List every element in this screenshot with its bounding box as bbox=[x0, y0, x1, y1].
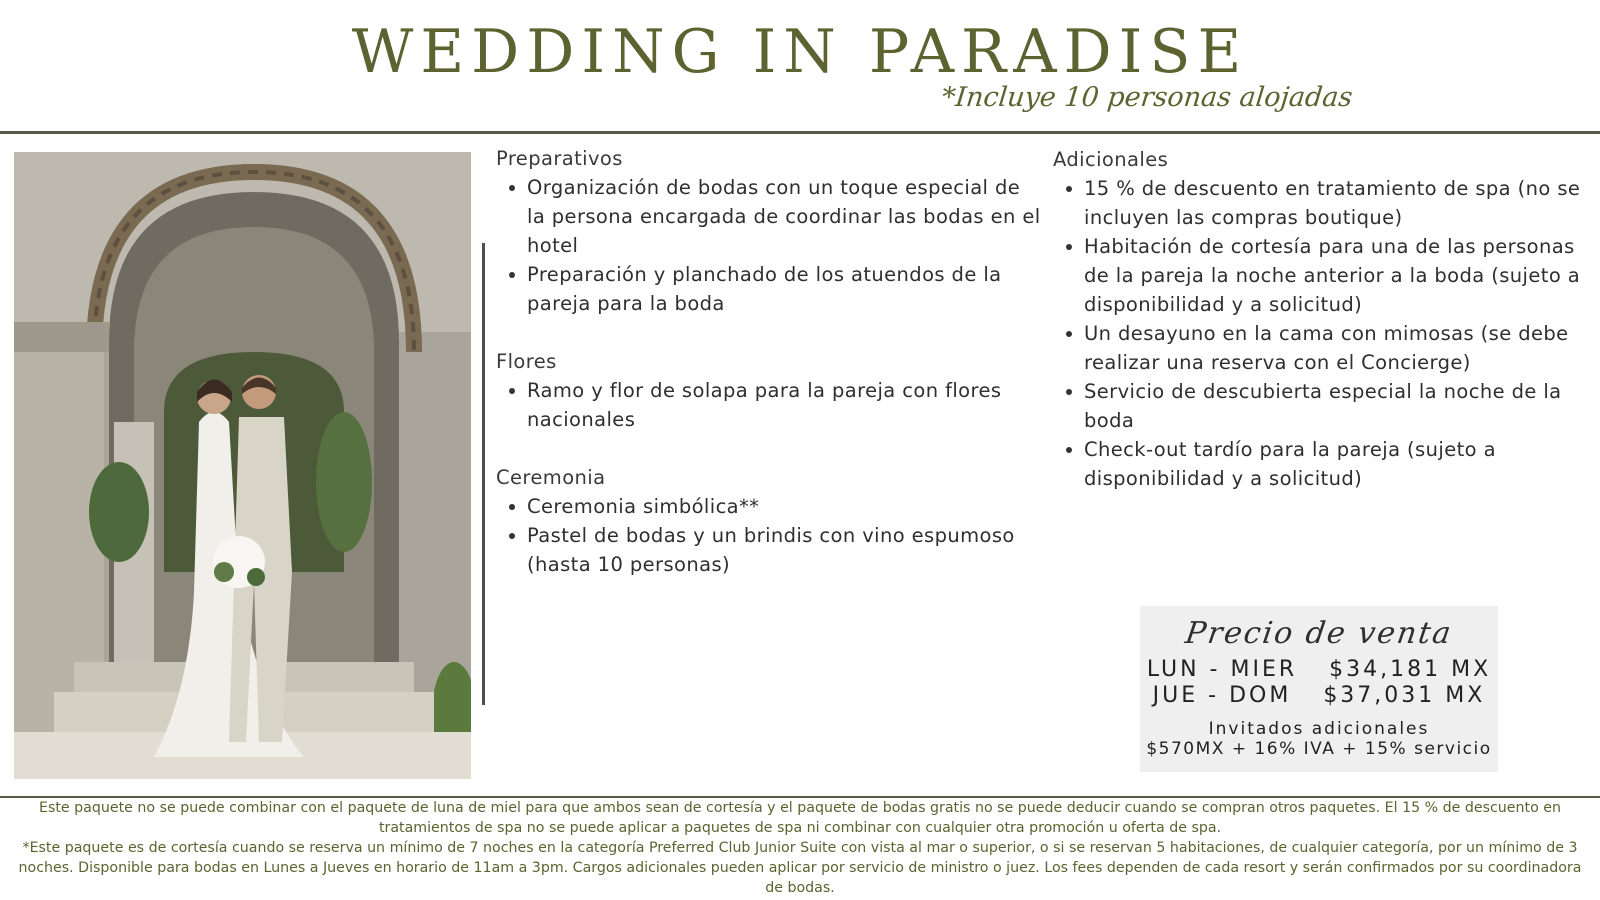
footer-line: *Este paquete es de cortesía cuando se reserva un mínimo de 7 noches en la categoría Preferred Club Junior Suite con vista al mar o superior, o si se reservan 5 habitaciones, de cualquier categoría, por un mínimo de 3 noches. Disponible para bodas en Lunes a Jueves en horario de 11am a 3pm. Cargos adicionales pueden aplicar por servicio de ministro o juez. Los fees dependen de cada resort y serán confirmados por su coordinadora de bodas. bbox=[18, 840, 1582, 896]
section-title: Flores bbox=[496, 350, 557, 373]
section-ceremonia bbox=[496, 463, 1041, 579]
left-column bbox=[496, 144, 1041, 608]
section-title: Adicionales bbox=[1053, 148, 1169, 171]
top-divider bbox=[0, 131, 1600, 134]
price-amount: $34,181 MX bbox=[1329, 657, 1492, 682]
page-subtitle: *Incluye 10 personas alojadas bbox=[940, 82, 1354, 113]
price-days: JUE - DOM bbox=[1152, 683, 1292, 708]
list-item: Servicio de descubierta especial la noche de la boda bbox=[1053, 377, 1588, 435]
price-days: LUN - MIER bbox=[1146, 657, 1298, 682]
list-item: Check-out tardío para la pareja (sujeto a disponibilidad y a solicitud) bbox=[1053, 435, 1588, 493]
page-title: WEDDING IN PARADISE bbox=[351, 17, 1249, 87]
extra-guests-price: $570MX + 16% IVA + 15% servicio bbox=[1146, 739, 1492, 759]
price-box bbox=[1140, 606, 1498, 772]
list-item: Pastel de bodas y un brindis con vino espumoso (hasta 10 personas) bbox=[496, 521, 1041, 579]
section-adicionales bbox=[1053, 145, 1588, 493]
extra-guests-label: Invitados adicionales bbox=[1208, 719, 1430, 739]
list-item: 15 % de descuento en tratamiento de spa (no se incluyen las compras boutique) bbox=[1053, 174, 1588, 232]
list-item: Preparación y planchado de los atuendos de la pareja para la boda bbox=[496, 260, 1041, 318]
section-flores bbox=[496, 347, 1041, 434]
column-divider bbox=[482, 243, 485, 705]
section-preparativos bbox=[496, 144, 1041, 318]
price-rows bbox=[1140, 657, 1498, 709]
list-item: Un desayuno en la cama con mimosas (se debe realizar una reserva con el Concierge) bbox=[1053, 319, 1588, 377]
section-title: Ceremonia bbox=[496, 466, 606, 489]
price-row-weekday bbox=[1140, 657, 1498, 683]
wedding-couple-photo bbox=[14, 152, 471, 779]
section-title: Preparativos bbox=[496, 147, 623, 170]
footer-line: Este paquete no se puede combinar con el paquete de luna de miel para que ambos sean de cortesía y el paquete de bodas gratis no se puede deducir cuando se compran otros paquetes. El 15 % de descuento en tratamientos de spa no se puede aplicar a paquetes de spa ni combinar con cualquier otra promoción u oferta de spa. bbox=[39, 800, 1561, 836]
price-amount: $37,031 MX bbox=[1323, 683, 1486, 708]
footer-disclaimer bbox=[10, 798, 1590, 898]
list-item: Organización de bodas con un toque especial de la persona encargada de coordinar las bodas en el hotel bbox=[496, 173, 1041, 260]
list-item: Habitación de cortesía para una de las personas de la pareja la noche anterior a la boda (sujeto a disponibilidad y a solicitud) bbox=[1053, 232, 1588, 319]
price-title: Precio de venta bbox=[1183, 616, 1455, 651]
list-item: Ramo y flor de solapa para la pareja con flores nacionales bbox=[496, 376, 1041, 434]
list-item: Ceremonia simbólica** bbox=[496, 492, 1041, 521]
price-row-weekend bbox=[1140, 683, 1498, 709]
right-column bbox=[1053, 145, 1588, 522]
